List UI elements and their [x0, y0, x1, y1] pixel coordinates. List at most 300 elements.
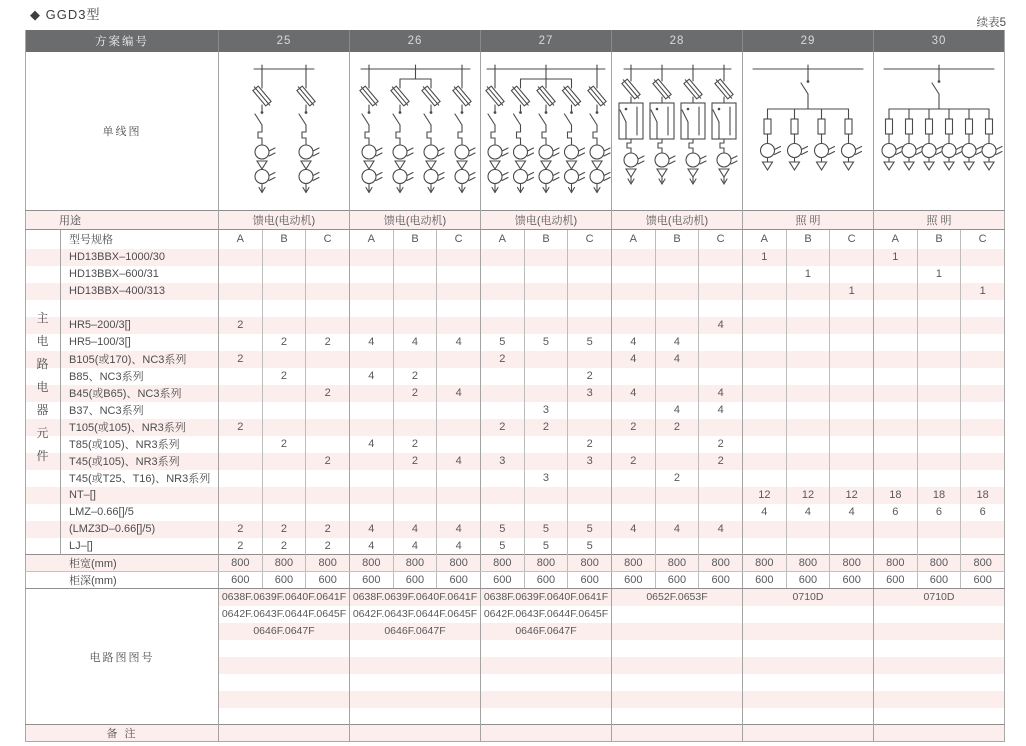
qty-cell: 2: [655, 470, 699, 487]
qty-cell: [917, 300, 961, 317]
subcol-header-cell: A: [874, 230, 918, 249]
qty-cell: [481, 487, 525, 504]
cabinet-depth-label: 柜深(mm): [26, 572, 219, 589]
qty-cell: [786, 334, 830, 351]
qty-cell: [568, 300, 612, 317]
qty-cell: [262, 249, 306, 266]
cabinet-depth-cell: 600: [262, 572, 306, 589]
qty-cell: [306, 436, 350, 453]
qty-cell: [350, 266, 394, 283]
qty-cell: [481, 368, 525, 385]
qty-cell: [262, 300, 306, 317]
qty-cell: [568, 504, 612, 521]
qty-cell: [612, 538, 656, 555]
qty-cell: [306, 402, 350, 419]
figure-number-cell: [219, 674, 350, 691]
qty-cell: [262, 351, 306, 368]
qty-cell: [481, 317, 525, 334]
qty-cell: [830, 436, 874, 453]
qty-cell: [524, 283, 568, 300]
left-strip-cell: [26, 504, 61, 521]
left-strip-cell: [26, 436, 61, 453]
component-label-cell: HD13BBX–1000/30: [69, 251, 166, 263]
qty-cell: [655, 300, 699, 317]
figure-number-cell: [612, 674, 743, 691]
qty-cell: 2: [262, 436, 306, 453]
qty-cell: [306, 266, 350, 283]
usage-cell: 馈电(电动机): [612, 211, 743, 230]
qty-cell: [830, 470, 874, 487]
qty-cell: [830, 317, 874, 334]
qty-cell: [350, 283, 394, 300]
component-row: [26, 419, 1005, 436]
cabinet-depth-cell: 600: [350, 572, 394, 589]
left-strip-cell: [26, 317, 61, 334]
qty-cell: [393, 249, 437, 266]
component-row: [26, 402, 1005, 419]
qty-cell: [699, 266, 743, 283]
qty-cell: 4: [393, 334, 437, 351]
component-row: [26, 317, 1005, 334]
left-strip-cell: [26, 453, 61, 470]
component-label-cell: B37、NC3系列: [69, 405, 144, 417]
qty-cell: [743, 300, 787, 317]
qty-cell: 5: [568, 334, 612, 351]
cabinet-depth-cell: 600: [786, 572, 830, 589]
subcol-header-cell: B: [524, 230, 568, 249]
qty-cell: [917, 419, 961, 436]
qty-cell: 2: [568, 436, 612, 453]
component-label-cell: (LMZ3D–0.66[]/5): [69, 523, 156, 535]
component-row: [26, 504, 1005, 521]
cabinet-width-cell: 800: [306, 555, 350, 572]
qty-cell: [350, 453, 394, 470]
header-row: [26, 30, 1005, 52]
qty-cell: [306, 283, 350, 300]
qty-cell: [524, 436, 568, 453]
qty-cell: [306, 249, 350, 266]
qty-cell: [655, 368, 699, 385]
qty-cell: [219, 402, 263, 419]
qty-cell: [786, 419, 830, 436]
left-strip-cell: [26, 300, 61, 317]
figure-number-cell: 0638F.0639F.0640F.0641F: [350, 589, 481, 606]
qty-cell: [481, 283, 525, 300]
figure-number-cell: 0646F.0647F: [350, 623, 481, 640]
qty-cell: [961, 402, 1005, 419]
figure-number-cell: [612, 691, 743, 708]
qty-cell: [655, 266, 699, 283]
figure-number-cell: [481, 657, 612, 674]
qty-cell: 2: [655, 419, 699, 436]
qty-cell: 4: [655, 334, 699, 351]
qty-cell: [961, 300, 1005, 317]
qty-cell: [961, 317, 1005, 334]
qty-cell: [306, 504, 350, 521]
qty-cell: [786, 521, 830, 538]
component-row: [26, 266, 1005, 283]
left-strip-cell: [26, 368, 61, 385]
qty-cell: [699, 368, 743, 385]
qty-cell: 2: [219, 521, 263, 538]
subcol-header-cell: C: [437, 230, 481, 249]
figure-number-cell: [874, 674, 1005, 691]
left-strip-cell: [26, 334, 61, 351]
cabinet-width-cell: 800: [219, 555, 263, 572]
qty-cell: [917, 538, 961, 555]
subcol-header-cell: C: [568, 230, 612, 249]
qty-cell: 4: [655, 521, 699, 538]
qty-cell: 2: [393, 385, 437, 402]
left-strip-cell: [26, 521, 61, 538]
qty-cell: [961, 266, 1005, 283]
qty-cell: 2: [699, 436, 743, 453]
qty-cell: [306, 300, 350, 317]
qty-cell: [699, 283, 743, 300]
qty-cell: 4: [612, 334, 656, 351]
cabinet-depth-cell: 600: [743, 572, 787, 589]
qty-cell: [961, 470, 1005, 487]
qty-cell: [699, 334, 743, 351]
qty-cell: [612, 487, 656, 504]
scheme-number-25: 25: [219, 30, 350, 52]
qty-cell: 2: [219, 538, 263, 555]
left-strip-cell: [26, 402, 61, 419]
qty-cell: 2: [306, 453, 350, 470]
qty-cell: [655, 249, 699, 266]
cabinet-width-cell: 800: [568, 555, 612, 572]
remark-row: [26, 725, 1005, 742]
scheme-number-26: 26: [350, 30, 481, 52]
qty-cell: 5: [524, 521, 568, 538]
component-row: [26, 487, 1005, 504]
component-row: [26, 385, 1005, 402]
figure-number-cell: [612, 640, 743, 657]
spec-header-row: [26, 230, 1005, 249]
qty-cell: [612, 249, 656, 266]
left-strip-cell: [26, 419, 61, 436]
cabinet-depth-cell: 600: [568, 572, 612, 589]
qty-cell: 4: [830, 504, 874, 521]
qty-cell: [830, 538, 874, 555]
cabinet-depth-cell: 600: [393, 572, 437, 589]
figure-number-cell: 0642F.0643F.0644F.0645F: [350, 606, 481, 623]
qty-cell: [874, 317, 918, 334]
qty-cell: [219, 334, 263, 351]
component-row: [26, 351, 1005, 368]
component-label-cell: B85、NC3系列: [69, 371, 144, 383]
qty-cell: 4: [437, 385, 481, 402]
cabinet-depth-cell: 600: [874, 572, 918, 589]
cabinet-width-cell: 800: [612, 555, 656, 572]
qty-cell: [961, 249, 1005, 266]
qty-cell: [219, 368, 263, 385]
qty-cell: [437, 402, 481, 419]
qty-cell: 2: [393, 368, 437, 385]
qty-cell: [262, 487, 306, 504]
qty-cell: 1: [743, 249, 787, 266]
figure-number-cell: [481, 708, 612, 725]
figure-number-cell: [874, 623, 1005, 640]
qty-cell: 4: [786, 504, 830, 521]
qty-cell: 4: [350, 368, 394, 385]
qty-cell: 12: [743, 487, 787, 504]
qty-cell: [874, 385, 918, 402]
qty-cell: 4: [699, 385, 743, 402]
qty-cell: [262, 453, 306, 470]
single-line-diagram-26: [350, 52, 481, 211]
qty-cell: 2: [219, 419, 263, 436]
qty-cell: 2: [219, 351, 263, 368]
single-line-diagram-28: [612, 52, 743, 211]
qty-cell: [481, 385, 525, 402]
qty-cell: [786, 402, 830, 419]
qty-cell: [874, 351, 918, 368]
qty-cell: [699, 419, 743, 436]
cabinet-width-cell: 800: [699, 555, 743, 572]
subcol-header-cell: A: [219, 230, 263, 249]
cabinet-depth-cell: 600: [961, 572, 1005, 589]
figure-number-cell: [219, 691, 350, 708]
figure-number-section-label: 电路图图号: [26, 589, 219, 725]
left-strip-cell: [26, 538, 61, 555]
cabinet-width-row: [26, 555, 1005, 572]
usage-row: [26, 211, 1005, 230]
remark-cell: [219, 725, 350, 742]
qty-cell: [612, 368, 656, 385]
left-strip-cell: [26, 230, 61, 249]
qty-cell: 2: [306, 385, 350, 402]
component-label-cell: T45(或105)、NR3系列: [69, 456, 180, 468]
qty-cell: [830, 334, 874, 351]
qty-cell: [219, 249, 263, 266]
qty-cell: [917, 453, 961, 470]
qty-cell: 4: [655, 402, 699, 419]
qty-cell: 2: [612, 453, 656, 470]
qty-cell: 3: [524, 470, 568, 487]
qty-cell: [699, 538, 743, 555]
subcol-header-cell: B: [655, 230, 699, 249]
subcol-header-cell: B: [393, 230, 437, 249]
qty-cell: [262, 385, 306, 402]
qty-cell: [524, 317, 568, 334]
qty-cell: [524, 249, 568, 266]
qty-cell: [393, 487, 437, 504]
qty-cell: [830, 300, 874, 317]
qty-cell: [786, 283, 830, 300]
figure-number-cell: 0638F.0639F.0640F.0641F: [219, 589, 350, 606]
qty-cell: 3: [568, 385, 612, 402]
component-label-cell: B105(或170)、NC3系列: [69, 354, 187, 366]
qty-cell: [874, 436, 918, 453]
qty-cell: 18: [961, 487, 1005, 504]
qty-cell: [306, 470, 350, 487]
component-label-cell: [61, 300, 219, 317]
cabinet-width-cell: 800: [524, 555, 568, 572]
qty-cell: [830, 266, 874, 283]
qty-cell: 4: [350, 521, 394, 538]
single-line-diagram-25: [219, 52, 350, 211]
figure-number-cell: [743, 623, 874, 640]
remark-cell: [743, 725, 874, 742]
qty-cell: [743, 538, 787, 555]
spec-row-label: 型号规格: [69, 234, 113, 247]
qty-cell: [961, 385, 1005, 402]
qty-cell: [786, 436, 830, 453]
qty-cell: 2: [306, 538, 350, 555]
qty-cell: [568, 266, 612, 283]
qty-cell: [262, 470, 306, 487]
left-strip-cell: [26, 487, 61, 504]
qty-cell: 4: [350, 436, 394, 453]
subcol-header-cell: A: [481, 230, 525, 249]
qty-cell: [568, 419, 612, 436]
qty-cell: [786, 317, 830, 334]
qty-cell: [830, 249, 874, 266]
component-row: [26, 521, 1005, 538]
qty-cell: [830, 419, 874, 436]
component-row: [26, 300, 1005, 317]
qty-cell: 4: [699, 521, 743, 538]
qty-cell: [874, 453, 918, 470]
figure-number-cell: [219, 708, 350, 725]
qty-cell: [917, 351, 961, 368]
qty-cell: 6: [874, 504, 918, 521]
qty-cell: [219, 470, 263, 487]
qty-cell: [874, 521, 918, 538]
qty-cell: 5: [481, 538, 525, 555]
figure-number-cell: [874, 640, 1005, 657]
qty-cell: 2: [306, 521, 350, 538]
qty-cell: [917, 470, 961, 487]
qty-cell: 1: [961, 283, 1005, 300]
subcol-header-cell: A: [350, 230, 394, 249]
qty-cell: 2: [481, 419, 525, 436]
cabinet-width-cell: 800: [393, 555, 437, 572]
subcol-header-cell: B: [786, 230, 830, 249]
figure-number-cell: [219, 640, 350, 657]
qty-cell: [874, 300, 918, 317]
cabinet-depth-cell: 600: [524, 572, 568, 589]
qty-cell: 4: [699, 317, 743, 334]
qty-cell: [437, 487, 481, 504]
component-label-cell: T85(或105)、NR3系列: [69, 439, 180, 451]
component-label-cell: T45(或T25、T16)、NR3系列: [69, 473, 211, 485]
qty-cell: [306, 419, 350, 436]
figure-number-cell: 0646F.0647F: [219, 623, 350, 640]
qty-cell: [350, 419, 394, 436]
qty-cell: [481, 470, 525, 487]
qty-cell: 2: [393, 453, 437, 470]
scheme-number-27: 27: [481, 30, 612, 52]
cabinet-width-label: 柜宽(mm): [26, 555, 219, 572]
qty-cell: 4: [612, 521, 656, 538]
qty-cell: [655, 283, 699, 300]
qty-cell: [612, 504, 656, 521]
figure-number-cell: [219, 657, 350, 674]
qty-cell: [393, 419, 437, 436]
figure-number-cell: [874, 606, 1005, 623]
figure-number-cell: [350, 708, 481, 725]
qty-cell: [612, 402, 656, 419]
component-label-cell: LJ–[]: [69, 539, 93, 552]
qty-cell: [874, 283, 918, 300]
ggd3-scheme-table-container: [25, 30, 1005, 742]
qty-cell: [655, 317, 699, 334]
subcol-header-cell: C: [699, 230, 743, 249]
qty-cell: [437, 436, 481, 453]
qty-cell: [699, 504, 743, 521]
qty-cell: [961, 538, 1005, 555]
qty-cell: 18: [874, 487, 918, 504]
figure-number-cell: [743, 640, 874, 657]
qty-cell: [786, 453, 830, 470]
component-label-cell: LMZ–0.66[]/5: [69, 506, 134, 518]
qty-cell: 4: [655, 351, 699, 368]
qty-cell: 6: [961, 504, 1005, 521]
diagram-row-label: 单线图: [26, 52, 219, 211]
qty-cell: [568, 470, 612, 487]
figure-number-cell: [481, 691, 612, 708]
qty-cell: [481, 504, 525, 521]
qty-cell: [437, 351, 481, 368]
figure-number-cell: [743, 708, 874, 725]
component-row: [26, 283, 1005, 300]
figure-number-cell: 0638F.0639F.0640F.0641F: [481, 589, 612, 606]
qty-cell: [393, 266, 437, 283]
figure-number-cell: 0710D: [743, 589, 874, 606]
qty-cell: [219, 487, 263, 504]
remark-cell: [350, 725, 481, 742]
qty-cell: [350, 385, 394, 402]
component-label-cell: T105(或105)、NR3系列: [69, 422, 186, 434]
cabinet-depth-cell: 600: [699, 572, 743, 589]
qty-cell: [830, 453, 874, 470]
figure-number-cell: [743, 674, 874, 691]
qty-cell: 4: [743, 504, 787, 521]
usage-cell: 馈电(电动机): [219, 211, 350, 230]
qty-cell: 4: [350, 334, 394, 351]
qty-cell: [437, 470, 481, 487]
figure-number-cell: [350, 640, 481, 657]
qty-cell: [350, 487, 394, 504]
qty-cell: [917, 283, 961, 300]
qty-cell: [219, 453, 263, 470]
qty-cell: [612, 470, 656, 487]
qty-cell: 2: [524, 419, 568, 436]
continuation-note: 续表5: [976, 17, 1006, 29]
subcol-header-cell: A: [612, 230, 656, 249]
cabinet-depth-cell: 600: [655, 572, 699, 589]
qty-cell: [524, 368, 568, 385]
cabinet-width-cell: 800: [262, 555, 306, 572]
qty-cell: [306, 351, 350, 368]
qty-cell: [743, 334, 787, 351]
figure-number-row: [26, 589, 1005, 606]
qty-cell: [917, 402, 961, 419]
qty-cell: [524, 351, 568, 368]
figure-number-cell: [743, 657, 874, 674]
qty-cell: [524, 266, 568, 283]
qty-cell: [350, 317, 394, 334]
qty-cell: [219, 300, 263, 317]
qty-cell: 2: [568, 368, 612, 385]
qty-cell: [568, 317, 612, 334]
qty-cell: [917, 334, 961, 351]
component-row: [26, 368, 1005, 385]
single-line-diagram-row: [26, 52, 1005, 211]
cabinet-depth-cell: 600: [917, 572, 961, 589]
